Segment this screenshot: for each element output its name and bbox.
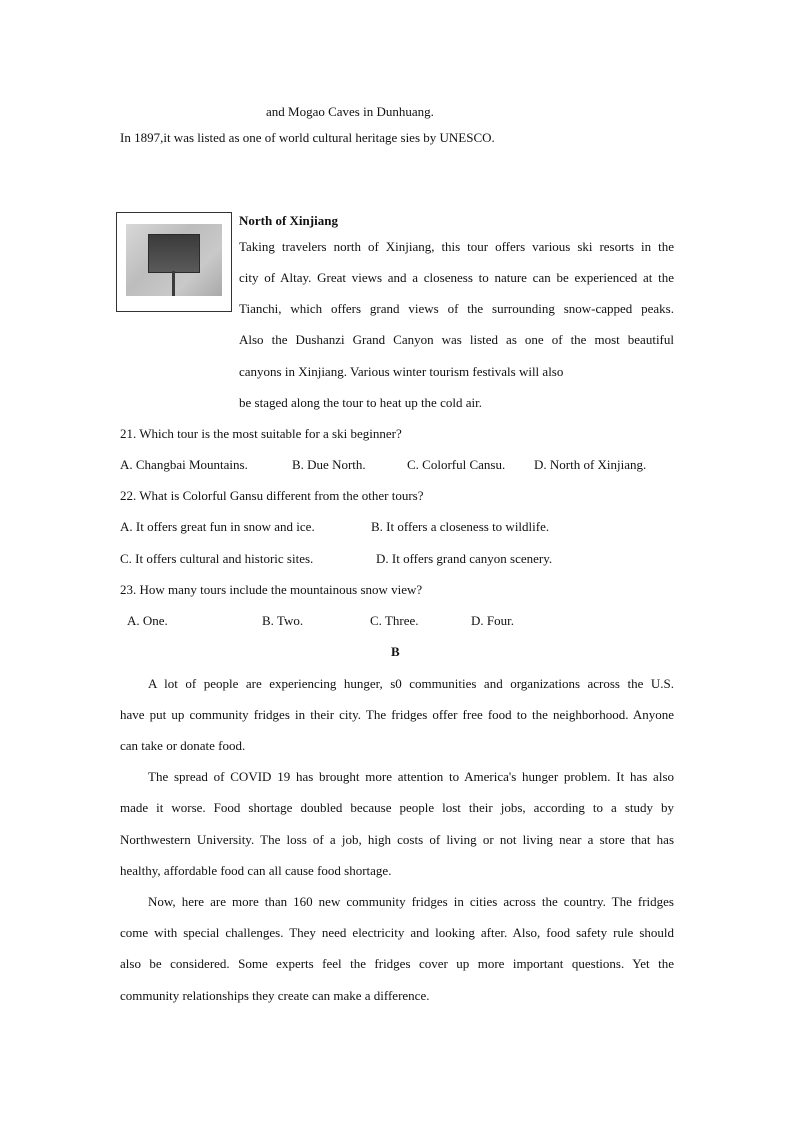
tour-photo-frame — [116, 212, 232, 312]
tour-text-line: Also the Dushanzi Grand Canyon was listed as one of the most beautiful — [239, 332, 674, 347]
paragraph-line: A lot of people are experiencing hunger, s0 communities and organizations across the U.S. — [148, 676, 674, 691]
answer-option: B. Two. — [262, 613, 304, 628]
answer-option: A. Changbai Mountains. — [120, 457, 248, 472]
tour-text-line: be staged along the tour to heat up the cold air. — [239, 395, 482, 410]
tour-text-line: Tianchi, which offers grand views of the surrounding snow-capped peaks. — [239, 301, 674, 316]
answer-option: B. It offers a closeness to wildlife. — [371, 519, 550, 534]
paragraph-line: healthy, affordable food can all cause food shortage. — [120, 863, 392, 878]
paragraph-line: have put up community fridges in their city. The fridges offer free food to the neighborhood. Anyone — [120, 707, 674, 722]
tour-photo — [126, 224, 222, 296]
answer-option: D. Four. — [471, 613, 514, 628]
answer-option: C. Three. — [370, 613, 419, 628]
answer-option: D. North of Xinjiang. — [534, 457, 647, 472]
answer-option: B. Due North. — [292, 457, 366, 472]
answer-option: D. It offers grand canyon scenery. — [376, 551, 553, 566]
answer-option: A. One. — [127, 613, 168, 628]
tour-text-line: Taking travelers north of Xinjiang, this tour offers various ski resorts in the — [239, 239, 674, 254]
tour-text-line: city of Altay. Great views and a closeness to nature can be experienced at the — [239, 270, 674, 285]
tour-title: North of Xinjiang — [239, 213, 338, 228]
paragraph-line: made it worse. Food shortage doubled because people lost their jobs, according to a study by — [120, 800, 674, 815]
paragraph-line: community relationships they create can make a difference. — [120, 988, 430, 1003]
paragraph-line: also be considered. Some experts feel the fridges cover up more important questions. Yet the — [120, 956, 674, 971]
paragraph-line: The spread of COVID 19 has brought more attention to America's hunger problem. It has also — [148, 769, 674, 784]
tour-text-line: canyons in Xinjiang. Various winter tourism festivals will also — [239, 364, 564, 379]
paragraph-line: Northwestern University. The loss of a job, high costs of living or not living near a store that has — [120, 832, 674, 847]
paragraph-line: Now, here are more than 160 new community fridges in cities across the country. The fridges — [148, 894, 674, 909]
question-stem: 23. How many tours include the mountainous snow view? — [120, 582, 423, 597]
answer-option: A. It offers great fun in snow and ice. — [120, 519, 315, 534]
section-heading: B — [391, 644, 400, 659]
answer-option: C. Colorful Cansu. — [407, 457, 506, 472]
paragraph-line: come with special challenges. They need electricity and looking after. Also, food safety rule should — [120, 925, 674, 940]
paragraph-line: can take or donate food. — [120, 738, 246, 753]
question-stem: 21. Which tour is the most suitable for a ski beginner? — [120, 426, 402, 441]
question-stem: 22. What is Colorful Gansu different from the other tours? — [120, 488, 424, 503]
sign-board-image — [148, 234, 200, 273]
text-line: In 1897,it was listed as one of world cultural heritage sies by UNESCO. — [120, 130, 495, 145]
sign-post-image — [172, 271, 175, 296]
answer-option: C. It offers cultural and historic sites. — [120, 551, 314, 566]
text-line: and Mogao Caves in Dunhuang. — [266, 104, 434, 119]
